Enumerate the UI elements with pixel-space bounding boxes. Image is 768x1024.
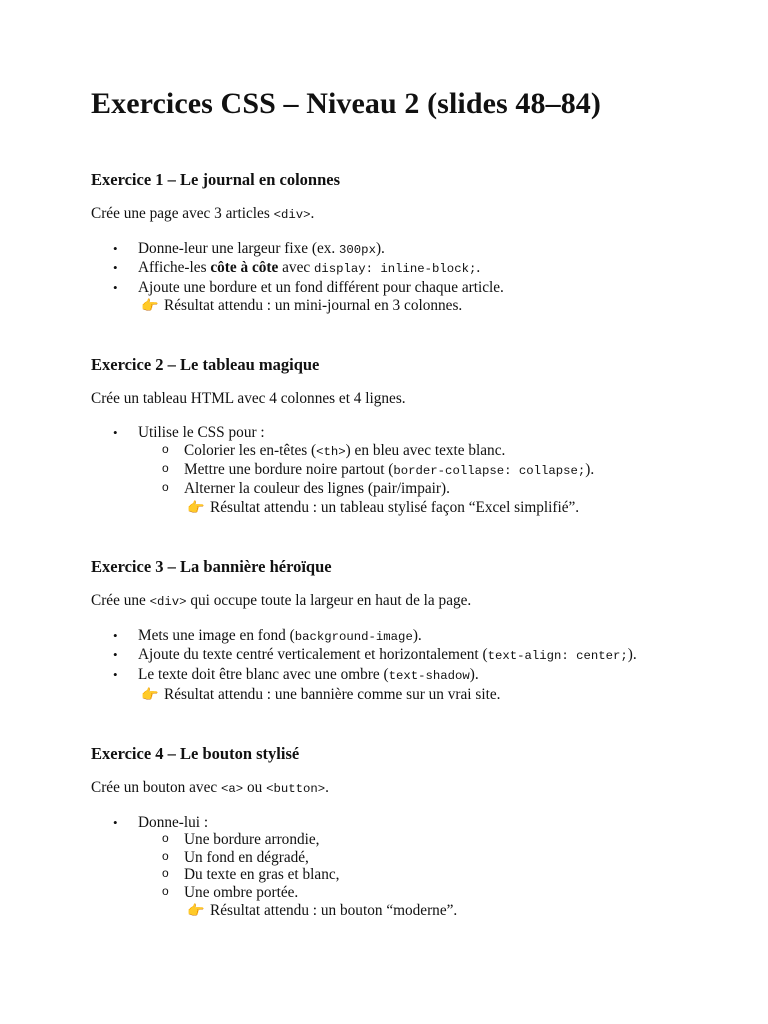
- list-item-text: [138, 666, 479, 683]
- sub-list-item-text: [184, 866, 339, 883]
- sub-bullet-icon: o: [162, 866, 169, 881]
- section-intro: [91, 779, 711, 798]
- text-segment: Alterner la couleur des lignes (pair/impair).: [184, 480, 450, 498]
- text-segment: .: [476, 259, 481, 277]
- exercise-section: [91, 355, 711, 517]
- exercise-section: [91, 170, 711, 315]
- sub-bullet-icon: o: [162, 441, 169, 456]
- page-title: Exercices CSS – Niveau 2 (slides 48–84): [91, 87, 601, 120]
- sub-list-item-text: [184, 480, 450, 497]
- pointing-hand-icon: 👉: [187, 903, 205, 920]
- text-segment: ).: [375, 240, 385, 257]
- text-segment: Donne-leur une largeur fixe (ex.: [138, 240, 340, 257]
- text-segment: qui occupe toute la largeur en haut de la page.: [186, 591, 472, 609]
- sub-list: [138, 831, 711, 901]
- section-heading: Exercice 4 – Le bouton stylisé: [91, 744, 300, 764]
- inline-code: display: inline-block;: [313, 262, 477, 277]
- inline-code: text-shadow: [388, 668, 470, 683]
- text-segment: Affiche-les: [138, 259, 211, 277]
- text-segment: Ajoute une bordure et un fond différent pour chaque article.: [138, 278, 504, 296]
- section-intro: [91, 205, 711, 224]
- sub-list-item: [138, 480, 711, 497]
- list-item-text: [138, 646, 637, 663]
- list-item: [91, 646, 711, 665]
- exercise-section: [91, 744, 711, 920]
- list-item-text: [138, 424, 265, 441]
- sub-list-item-text: [184, 884, 298, 901]
- text-segment: .: [310, 205, 315, 222]
- sub-list-item: [138, 866, 711, 883]
- sub-bullet-icon: o: [162, 883, 169, 898]
- document-page: [91, 86, 711, 920]
- text-segment: Du texte en gras et blanc,: [184, 866, 340, 884]
- text-segment: ).: [627, 646, 637, 664]
- inline-code: 300px: [339, 243, 376, 257]
- section-intro: [91, 390, 711, 408]
- pointing-hand-icon: 👉: [141, 298, 159, 315]
- bullet-list: [91, 240, 711, 296]
- inline-code: text-align: center;: [487, 649, 628, 664]
- text-segment: ) en bleu avec texte blanc.: [345, 441, 506, 459]
- bullet-list: [91, 627, 711, 685]
- list-item-text: [138, 279, 504, 296]
- bullet-icon: •: [113, 815, 118, 831]
- text-segment: Donne-lui :: [138, 814, 209, 832]
- sub-bullet-icon: o: [162, 461, 169, 476]
- expected-result: [91, 686, 711, 704]
- sub-bullet-icon: o: [162, 480, 169, 495]
- sub-list-item: [138, 461, 711, 480]
- text-segment: Crée un bouton avec: [91, 779, 221, 797]
- bullet-list: [91, 424, 711, 498]
- exercise-section: [91, 557, 711, 704]
- expected-result: [91, 499, 711, 517]
- list-item: [91, 666, 711, 685]
- sub-list-item: [138, 884, 711, 901]
- bullet-icon: •: [113, 647, 118, 663]
- expected-result-text: Résultat attendu : un tableau stylisé façon “Excel simplifié”.: [210, 498, 580, 516]
- sub-bullet-icon: o: [162, 848, 169, 863]
- list-item: [91, 627, 711, 646]
- text-segment: Un fond en dégradé,: [184, 848, 309, 866]
- text-segment: Colorier les en-têtes (: [184, 441, 317, 459]
- list-item: [91, 259, 711, 278]
- text-segment: Mettre une bordure noire partout (: [184, 461, 394, 479]
- sub-list: [138, 442, 711, 498]
- expected-result-text: Résultat attendu : une bannière comme sur un vrai site.: [164, 686, 501, 704]
- bullet-icon: •: [113, 627, 118, 643]
- sub-list-item-text: [184, 461, 594, 478]
- list-item: [91, 814, 711, 901]
- exercise-list: [91, 170, 711, 920]
- expected-result: [91, 902, 711, 920]
- sub-list-item: [138, 831, 711, 848]
- text-segment: Une ombre portée.: [184, 883, 299, 901]
- list-item-text: [138, 240, 385, 257]
- sub-list-item: [138, 849, 711, 866]
- list-item: [91, 240, 711, 259]
- pointing-hand-icon: 👉: [141, 687, 159, 704]
- bullet-icon: •: [113, 666, 118, 682]
- list-item-text: [138, 627, 422, 644]
- text-segment: Une bordure arrondie,: [184, 831, 320, 849]
- text-segment: ou: [243, 779, 267, 797]
- bullet-list: [91, 814, 711, 901]
- bullet-icon: •: [113, 260, 118, 276]
- sub-bullet-icon: o: [162, 831, 169, 846]
- list-item: [91, 279, 711, 296]
- text-segment: Utilise le CSS pour :: [138, 424, 265, 442]
- text-segment: Le texte doit être blanc avec une ombre (: [138, 665, 389, 683]
- inline-code: <div>: [149, 594, 187, 609]
- sub-list-item-text: [184, 442, 505, 459]
- expected-result-text: Résultat attendu : un mini-journal en 3 colonnes.: [164, 297, 463, 315]
- bullet-icon: •: [113, 241, 118, 256]
- sub-list-item-text: [184, 849, 309, 866]
- inline-code: border-collapse: collapse;: [393, 464, 586, 479]
- bold-text: côte à côte: [210, 259, 279, 277]
- inline-code: background-image: [294, 629, 413, 644]
- list-item-text: [138, 259, 480, 276]
- inline-code: <a>: [220, 782, 244, 797]
- text-segment: Ajoute du texte centré verticalement et horizontalement (: [138, 646, 488, 664]
- text-segment: Crée une: [91, 591, 150, 609]
- bullet-icon: •: [113, 279, 118, 295]
- text-segment: ).: [585, 461, 595, 479]
- text-segment: Mets une image en fond (: [138, 626, 295, 644]
- section-heading: Exercice 2 – Le tableau magique: [91, 355, 320, 375]
- inline-code: <div>: [273, 208, 311, 222]
- sub-list-item: [138, 442, 711, 461]
- expected-result: [91, 297, 711, 315]
- pointing-hand-icon: 👉: [187, 499, 205, 516]
- section-intro: [91, 592, 711, 611]
- inline-code: <th>: [316, 444, 346, 459]
- text-segment: Crée un tableau HTML avec 4 colonnes et 4 lignes.: [91, 390, 406, 408]
- text-segment: avec: [278, 259, 314, 277]
- list-item-text: [138, 814, 208, 831]
- text-segment: .: [325, 779, 329, 797]
- section-heading: Exercice 1 – Le journal en colonnes: [91, 170, 340, 189]
- list-item: [91, 424, 711, 498]
- bullet-icon: •: [113, 425, 118, 441]
- sub-list-item-text: [184, 831, 320, 848]
- text-segment: Crée une page avec 3 articles: [91, 205, 274, 222]
- section-heading: Exercice 3 – La bannière héroïque: [91, 556, 332, 576]
- text-segment: ).: [412, 626, 422, 644]
- inline-code: <button>: [266, 782, 326, 797]
- text-segment: ).: [469, 665, 479, 683]
- expected-result-text: Résultat attendu : un bouton “moderne”.: [210, 902, 458, 920]
